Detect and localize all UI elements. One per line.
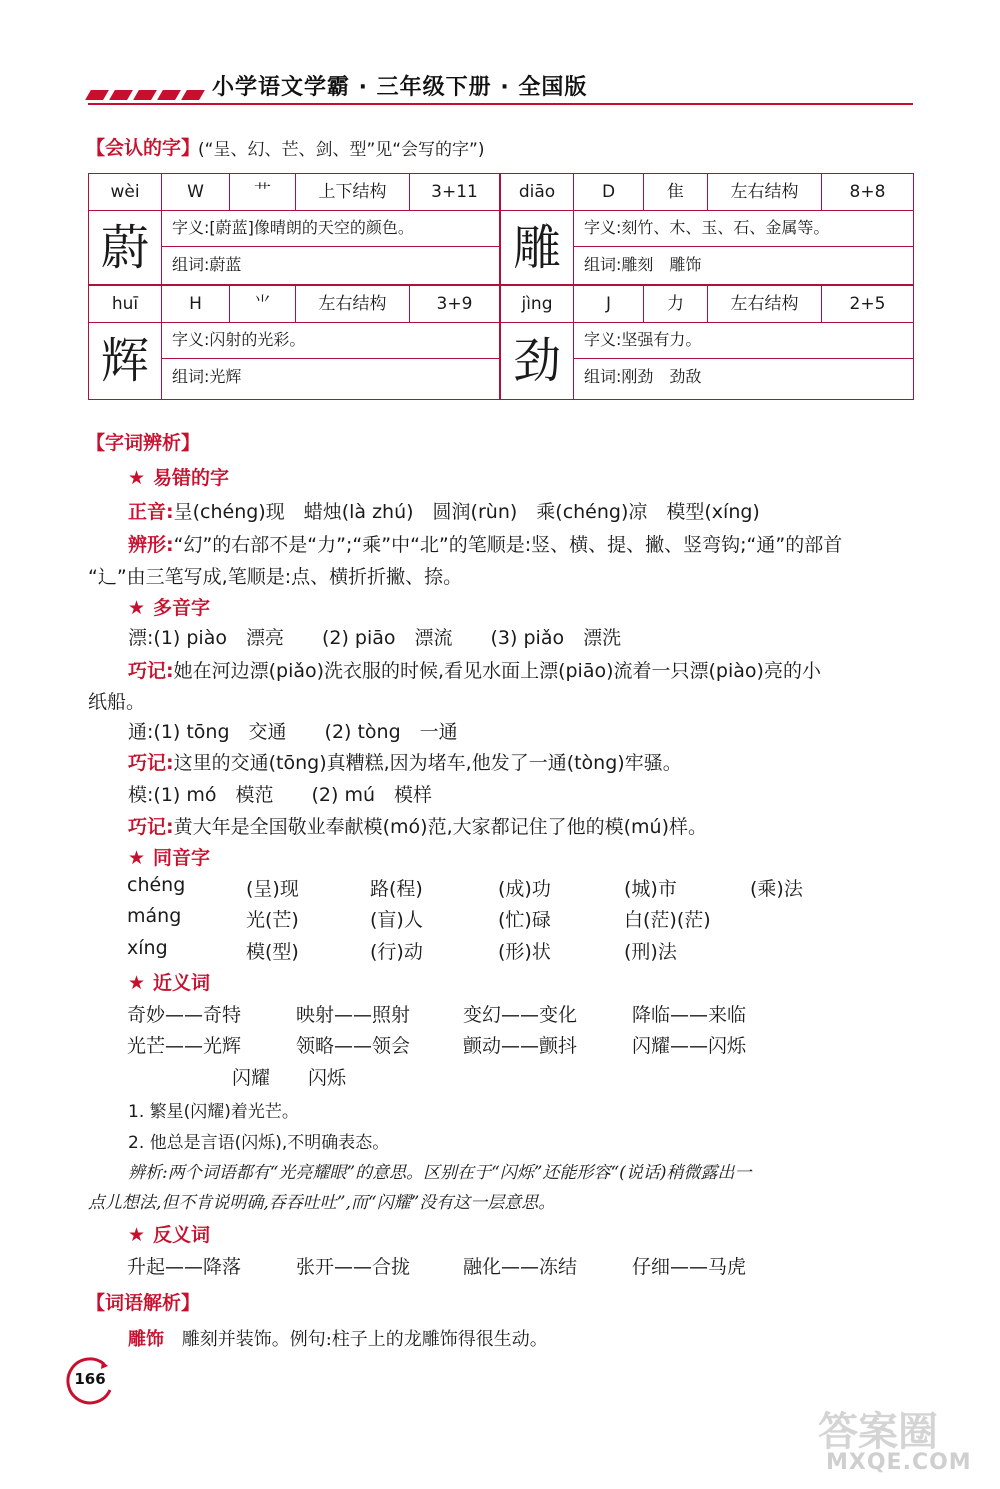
homophone-heading: ★ 同音字 bbox=[128, 847, 211, 869]
structure: 上下结构 bbox=[296, 174, 410, 210]
antonym-heading: ★ 反义词 bbox=[128, 1224, 211, 1246]
words: 组词:蔚蓝 bbox=[172, 255, 242, 274]
bianxing-line-1: 辨形:“幻”的右部不是“力”;“乘”中“北”的笔顺是:竖、横、提、撇、竖弯钩;“通”的部首 bbox=[128, 534, 843, 556]
piao-memory-1: 巧记:她在河边漂(piǎo)洗衣服的时候,看见水面上漂(piāo)流着一只漂(piào)亮的小 bbox=[128, 660, 821, 682]
char-card-wei bbox=[88, 173, 500, 285]
meaning: 字义:闪射的光彩。 bbox=[162, 322, 499, 359]
homophone-item: 路(程) bbox=[370, 878, 423, 900]
watermark-url: MXQE.COM bbox=[826, 1450, 972, 1475]
homophone-py: máng bbox=[127, 905, 182, 927]
homophone-item: (刑)法 bbox=[624, 941, 677, 963]
homophone-item: 光(芒) bbox=[246, 909, 299, 931]
synonym-pair: 映射——照射 bbox=[296, 1004, 411, 1026]
radical: 艹 bbox=[230, 174, 296, 210]
tong-memory: 巧记:这里的交通(tōng)真糟糕,因为堵车,他发了一通(tòng)牢骚。 bbox=[128, 752, 682, 774]
meaning: 字义:坚强有力。 bbox=[574, 322, 913, 359]
words: 组词:雕刻 雕饰 bbox=[584, 255, 702, 274]
homophone-item: (成)功 bbox=[498, 878, 551, 900]
initial: H bbox=[162, 286, 230, 322]
page-number: 166 bbox=[74, 1370, 106, 1388]
antonym-pair: 仔细——马虎 bbox=[632, 1256, 747, 1278]
analysis-title: 【字词辨析】 bbox=[86, 432, 201, 454]
synonym-pair: 光芒——光辉 bbox=[127, 1035, 242, 1057]
recognize-note: (“呈、幻、芒、剑、型”见“会写的字”) bbox=[198, 140, 485, 160]
synonym-pair: 领略——领会 bbox=[296, 1035, 411, 1057]
initial: J bbox=[574, 286, 644, 322]
structure: 左右结构 bbox=[296, 286, 410, 322]
structure: 左右结构 bbox=[708, 286, 822, 322]
strokes: 3+9 bbox=[436, 294, 473, 314]
homophone-item: (忙)碌 bbox=[498, 909, 551, 931]
structure: 左右结构 bbox=[708, 174, 822, 210]
char-card-hui bbox=[88, 285, 500, 400]
recognize-title: 【会认的字】 bbox=[86, 137, 201, 159]
pinyin: wèi bbox=[89, 174, 162, 210]
strokes: 2+5 bbox=[849, 294, 886, 314]
antonym-pair: 融化——冻结 bbox=[463, 1256, 578, 1278]
homophone-item: (行)动 bbox=[370, 941, 423, 963]
radical: ⺌ bbox=[230, 286, 296, 322]
homophone-item: (城)市 bbox=[624, 878, 677, 900]
synonym-pair: 降临——来临 bbox=[632, 1004, 747, 1026]
radical: 力 bbox=[644, 286, 708, 322]
synonym-example-1: 1. 繁星(闪耀)着光芒。 bbox=[128, 1102, 299, 1122]
star-icon: ★ bbox=[128, 972, 146, 994]
homophone-item: (形)状 bbox=[498, 941, 551, 963]
bianxing-line-2: “辶”由三笔写成,笔顺是:点、横折折撇、捺。 bbox=[88, 566, 463, 588]
homophone-py: chéng bbox=[127, 874, 186, 896]
big-char: 劲 bbox=[501, 322, 574, 399]
mo-memory: 巧记:黄大年是全国敬业奉献模(mó)范,大家都记住了他的模(mú)样。 bbox=[128, 816, 707, 838]
meaning: 字义:刻竹、木、玉、石、金属等。 bbox=[574, 210, 913, 247]
polyphone-tong: 通:(1) tōng 交通 (2) tòng 一通 bbox=[128, 721, 458, 743]
explain-definition: 雕刻并装饰。例句:柱子上的龙雕饰得很生动。 bbox=[181, 1329, 548, 1350]
polyphone-mo: 模:(1) mó 模范 (2) mú 模样 bbox=[128, 784, 432, 806]
meaning: 字义:[蔚蓝]像晴朗的天空的颜色。 bbox=[162, 210, 499, 247]
synonym-pair: 奇妙——奇特 bbox=[127, 1004, 242, 1026]
synonym-pair: 闪耀——闪烁 bbox=[632, 1035, 747, 1057]
watermark-logo: 答案圈 bbox=[818, 1409, 938, 1455]
star-icon: ★ bbox=[128, 597, 146, 619]
antonym-pair: 张开——合拢 bbox=[296, 1256, 411, 1278]
explain-term: 雕饰 bbox=[128, 1329, 164, 1350]
zhengyin-line: 正音:呈(chéng)现 蜡烛(là zhú) 圆润(rùn) 乘(chéng)凉 模型(xíng) bbox=[128, 501, 760, 523]
header-title: 小学语文学霸 · 三年级下册 · 全国版 bbox=[212, 75, 588, 100]
easy-wrong-heading: ★ 易错的字 bbox=[128, 467, 230, 489]
homophone-item: 白(茫)(茫) bbox=[624, 909, 711, 931]
synonym-note-2: 点儿想法,但不肯说明确,吞吞吐吐”,而“闪耀”没有这一层意思。 bbox=[88, 1193, 556, 1213]
header-stripes bbox=[88, 90, 208, 100]
initial: W bbox=[162, 174, 230, 210]
radical: 隹 bbox=[644, 174, 708, 210]
page-number-badge bbox=[64, 1356, 116, 1408]
explain-title: 【词语解析】 bbox=[86, 1292, 201, 1314]
big-char: 蔚 bbox=[89, 210, 162, 284]
pinyin: huī bbox=[89, 286, 162, 322]
big-char: 辉 bbox=[89, 322, 162, 399]
synonym-heading: ★ 近义词 bbox=[128, 972, 211, 994]
pinyin: jìng bbox=[501, 286, 574, 322]
strokes: 3+11 bbox=[431, 182, 478, 202]
homophone-item: (盲)人 bbox=[370, 909, 423, 931]
words: 组词:光辉 bbox=[172, 367, 242, 386]
polyphone-piao: 漂:(1) piào 漂亮 (2) piāo 漂流 (3) piǎo 漂洗 bbox=[128, 627, 622, 649]
synonym-pair: 变幻——变化 bbox=[463, 1004, 578, 1026]
homophone-py: xíng bbox=[127, 937, 168, 959]
char-card-jing bbox=[500, 285, 914, 400]
star-icon: ★ bbox=[128, 1224, 146, 1246]
big-char: 雕 bbox=[501, 210, 574, 284]
homophone-item: (呈)现 bbox=[246, 878, 299, 900]
strokes: 8+8 bbox=[849, 182, 886, 202]
homophone-item: 模(型) bbox=[246, 941, 299, 963]
synonym-focus-pair: 闪耀 闪烁 bbox=[232, 1067, 347, 1089]
piao-memory-2: 纸船。 bbox=[88, 691, 146, 713]
words: 组词:刚劲 劲敌 bbox=[584, 367, 702, 386]
star-icon: ★ bbox=[128, 467, 146, 489]
header-divider bbox=[88, 103, 913, 105]
antonym-pair: 升起——降落 bbox=[127, 1256, 242, 1278]
char-card-diao bbox=[500, 173, 914, 285]
synonym-pair: 颤动——颤抖 bbox=[463, 1035, 578, 1057]
pinyin: diāo bbox=[501, 174, 574, 210]
star-icon: ★ bbox=[128, 847, 146, 869]
polyphone-heading: ★ 多音字 bbox=[128, 597, 211, 619]
homophone-item: (乘)法 bbox=[750, 878, 803, 900]
synonym-note-1: 辨析:两个词语都有“光亮耀眼”的意思。区别在于“闪烁”还能形容“(说话)稍微露出一 bbox=[128, 1163, 752, 1183]
synonym-example-2: 2. 他总是言语(闪烁),不明确表态。 bbox=[128, 1133, 390, 1153]
explain-entry bbox=[128, 1325, 548, 1351]
initial: D bbox=[574, 174, 644, 210]
